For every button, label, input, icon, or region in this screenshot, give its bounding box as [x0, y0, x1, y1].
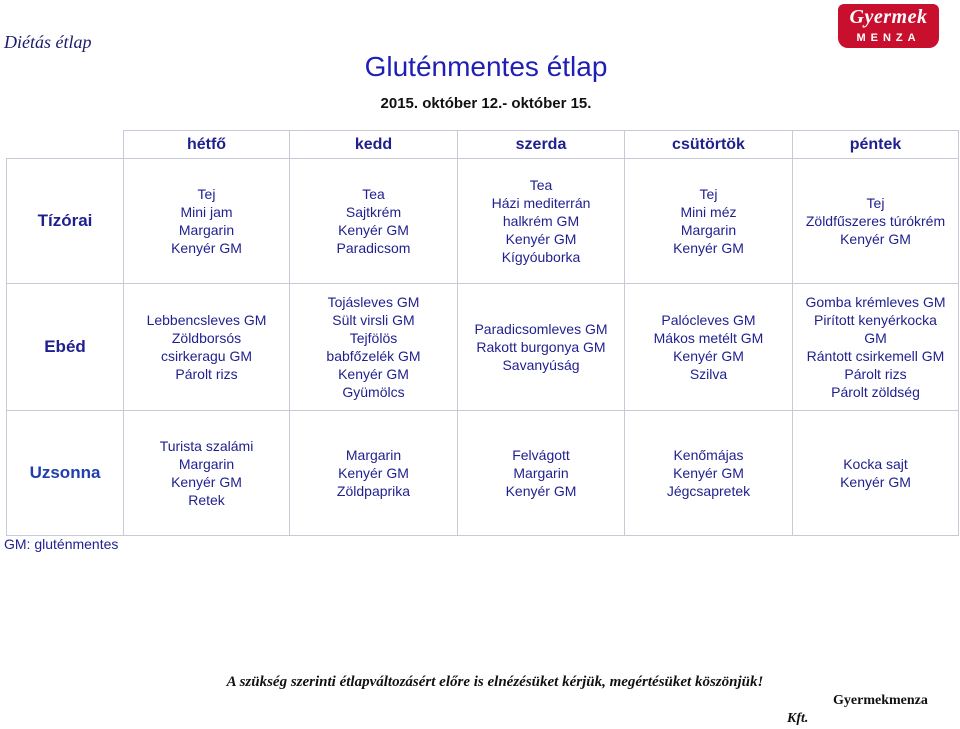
menu-item: Pirított kenyérkocka: [814, 312, 937, 328]
menu-item: Kenyér GM: [338, 465, 409, 481]
menu-cell: [124, 284, 290, 411]
table-row-tizorai: [7, 159, 959, 284]
date-range: 2015. október 12.- október 15.: [380, 95, 592, 112]
menu-item: Szilva: [689, 366, 728, 382]
diet-menu-label: Diétás étlap: [4, 32, 92, 52]
menu-item: Mini jam: [180, 204, 233, 220]
menu-item: Gyümölcs: [342, 384, 405, 400]
menu-item: Párolt rizs: [175, 366, 238, 382]
menu-item: Tojásleves GM: [327, 294, 420, 310]
menu-item: Savanyúság: [502, 357, 580, 373]
menu-item: Kenyér GM: [171, 240, 242, 256]
menu-item: Párolt zöldség: [831, 384, 920, 400]
menu-item: Zöldborsós: [171, 330, 242, 346]
menu-item: Kenyér GM: [338, 222, 409, 238]
menu-item: Tej: [866, 195, 885, 211]
table-corner: [7, 131, 124, 159]
gyermek-menza-logo: [838, 4, 939, 48]
menu-item: Tea: [529, 177, 553, 193]
menu-item: Tea: [362, 186, 385, 202]
menu-item: Kenyér GM: [840, 231, 911, 247]
day-header-wednesday: szerda: [458, 131, 625, 159]
day-header-friday: péntek: [793, 131, 959, 159]
day-header-tuesday: kedd: [290, 131, 458, 159]
menu-item: babfőzelék GM: [326, 348, 421, 364]
legend-gm: GM: gluténmentes: [4, 536, 119, 552]
menu-cell: [458, 411, 625, 536]
menu-item: Zöldfűszeres túrókrém: [805, 213, 946, 229]
menu-item: Kenyér GM: [840, 474, 911, 490]
menu-item: Kenyér GM: [505, 231, 577, 247]
meal-label-ebed: Ebéd: [7, 284, 124, 411]
menu-item: Felvágott: [512, 447, 570, 463]
page-title: Gluténmentes étlap: [364, 51, 608, 82]
menu-item: Margarin: [513, 465, 569, 481]
menu-cell: [458, 284, 625, 411]
footer-note: A szükség szerinti étlapváltozásért előre is elnézésüket kérjük, megértésüket köszönjük!: [226, 674, 764, 690]
menu-item: Kocka sajt: [843, 456, 908, 472]
meal-label-tizorai: Tízórai: [7, 159, 124, 284]
menu-item: Palócleves GM: [661, 312, 756, 328]
logo-text-bottom: MENZA: [856, 32, 921, 44]
menu-cell: [793, 159, 959, 284]
menu-cell: [625, 159, 793, 284]
menu-item: Retek: [188, 492, 225, 508]
menu-cell: [625, 411, 793, 536]
menu-item: Kenyér GM: [673, 240, 744, 256]
menu-item: Gomba krémleves GM: [805, 294, 946, 310]
menu-item: Mákos metélt GM: [653, 330, 764, 346]
menu-cell: [458, 159, 625, 284]
menu-cell: [290, 159, 458, 284]
menu-item: Kígyóuborka: [501, 249, 581, 265]
menu-item: Margarin: [178, 222, 235, 238]
menu-item: Kenyér GM: [673, 465, 744, 481]
menu-item: Margarin: [345, 447, 402, 463]
meal-label-uzsonna: Uzsonna: [7, 411, 124, 536]
menu-item: Házi mediterrán: [491, 195, 591, 211]
menu-item: Kenyér GM: [338, 366, 409, 382]
menu-item: Paradicsom: [336, 240, 411, 256]
menu-item: Kenőmájas: [673, 447, 744, 463]
menu-item: Zöldpaprika: [336, 483, 411, 499]
table-row-uzsonna: [7, 411, 959, 536]
menu-cell: [290, 411, 458, 536]
menu-item: GM: [864, 330, 887, 346]
menu-item: Mini méz: [680, 204, 737, 220]
day-header-monday: hétfő: [124, 131, 290, 159]
menu-item: halkrém GM: [502, 213, 580, 229]
menu-item: Tej: [197, 186, 216, 202]
menu-item: Kenyér GM: [505, 483, 577, 499]
menu-item: Rakott burgonya GM: [476, 339, 606, 355]
day-header-thursday: csütörtök: [625, 131, 793, 159]
signature: Gyermekmenza: [833, 693, 928, 708]
menu-table: [6, 130, 959, 536]
menu-cell: [124, 411, 290, 536]
menu-cell: [793, 411, 959, 536]
logo-text-top: Gyermek: [849, 6, 928, 28]
menu-item: Sajtkrém: [345, 204, 402, 220]
menu-item: csirkeragu GM: [160, 348, 253, 364]
menu-item: Margarin: [178, 456, 235, 472]
table-row-ebed: [7, 284, 959, 411]
menu-item: Kenyér GM: [673, 348, 744, 364]
menu-item: Kenyér GM: [171, 474, 242, 490]
menu-item: Tejfölös: [349, 330, 398, 346]
menu-item: Jégcsapretek: [666, 483, 751, 499]
menu-item: Rántott csirkemell GM: [806, 348, 945, 364]
menu-item: Sült virsli GM: [332, 312, 415, 328]
menu-item: Tej: [699, 186, 718, 202]
menu-item: Margarin: [680, 222, 737, 238]
menu-cell: [793, 284, 959, 411]
menu-cell: [290, 284, 458, 411]
menu-cell: [124, 159, 290, 284]
menu-cell: [625, 284, 793, 411]
menu-item: Paradicsomleves GM: [474, 321, 608, 337]
menu-item: Párolt rizs: [844, 366, 907, 382]
menu-item: Lebbencsleves GM: [146, 312, 267, 328]
menu-item: Turista szalámi: [159, 438, 254, 454]
company-suffix: Kft.: [787, 711, 809, 726]
